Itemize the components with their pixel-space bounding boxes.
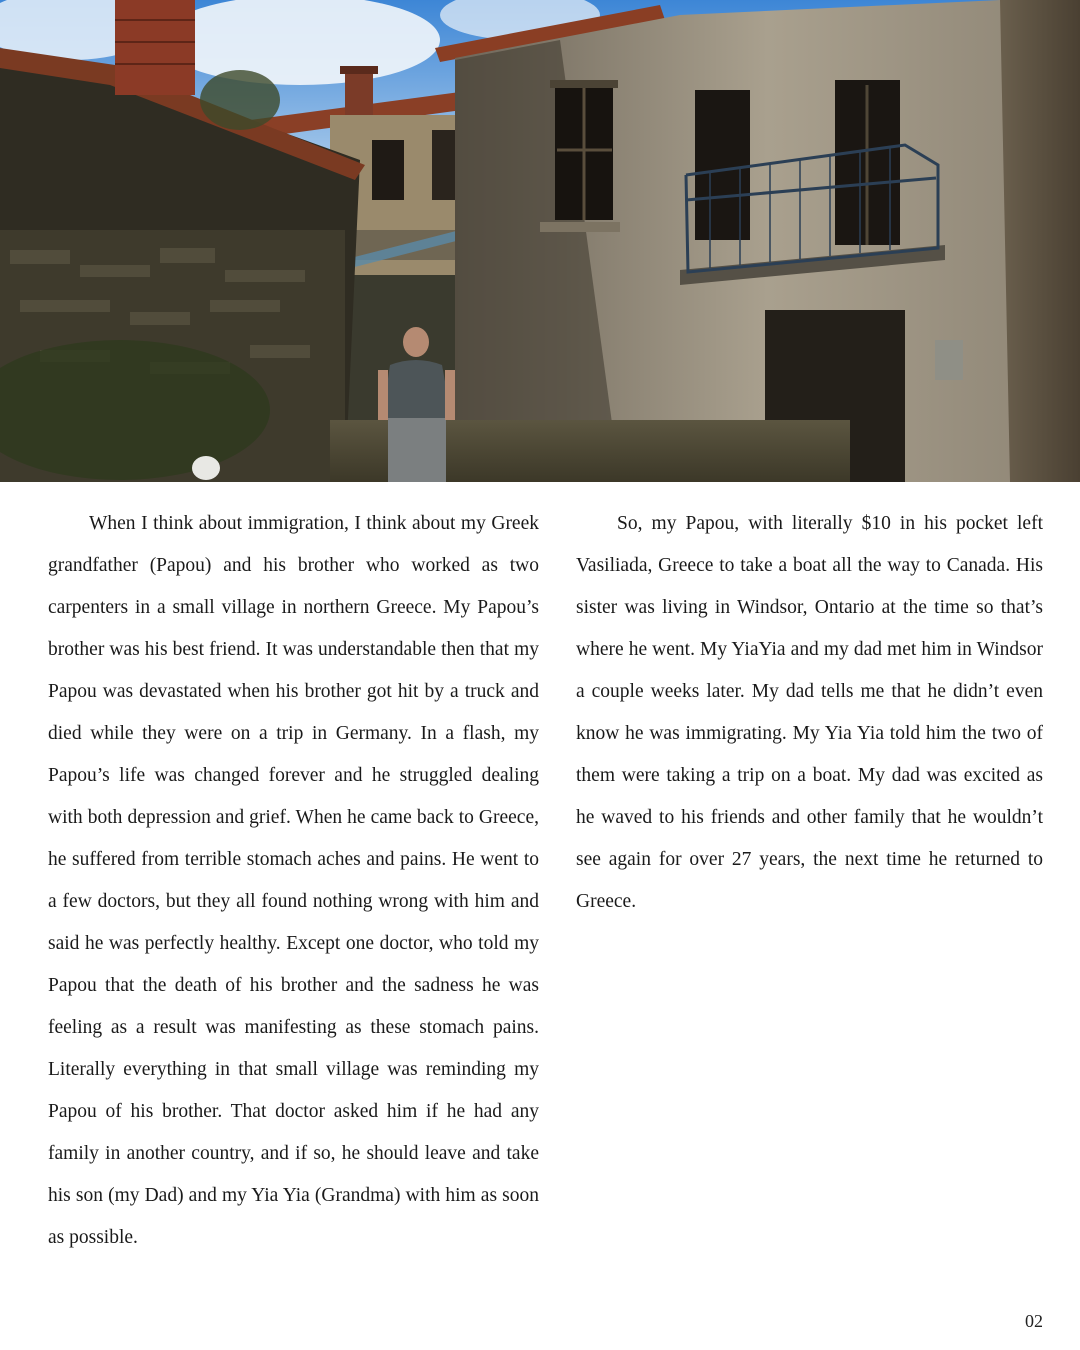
person-figure: [378, 327, 455, 482]
left-paragraph: When I think about immigration, I think about my Greek grandfather (Papou) and his brother who worked as two carpenters in a small village in northern Greece. My Papou’s brother was his best friend. It was understandable then that my Papou was devastated when his brother got hit by a truck and died while they were on a trip in Germany. In a flash, my Papou’s life was changed forever and he struggled dealing with both depression and grief. When he came back to Greece, he suffered from terrible stomach aches and pains. He went to a few doctors, but they all found nothing wrong with him and said he was perfectly healthy. Except one doctor, who told my Papou that the death of his brother and the sadness he was feeling as a result was manifesting as these stomach pains. Literally everything in that small village was reminding my Papou of his brother. That doctor asked him if he had any family in another country, and if so, he should leave and take his son (my Dad) and my Yia Yia (Grandma) with him as soon as possible.: [48, 513, 539, 1248]
page-number: 02: [1025, 1311, 1043, 1331]
article-left-column: [48, 503, 539, 1259]
header-photo: [0, 0, 1080, 482]
right-paragraph: So, my Papou, with literally $10 in his pocket left Vasiliada, Greece to take a boat all the way to Canada. His sister was living in Windsor, Ontario at the time so that’s where he went. My YiaYia and my dad met him in Windsor a couple weeks later. My dad tells me that he didn’t even know he was immigrating. My Yia Yia told him the two of them were taking a trip on a boat. My dad was excited as he waved to his friends and other family that he wouldn’t see again for over 27 years, the next time he returned to Greece.: [576, 513, 1043, 912]
article-right-column: [576, 503, 1043, 923]
village-house-photo: [0, 0, 1080, 482]
